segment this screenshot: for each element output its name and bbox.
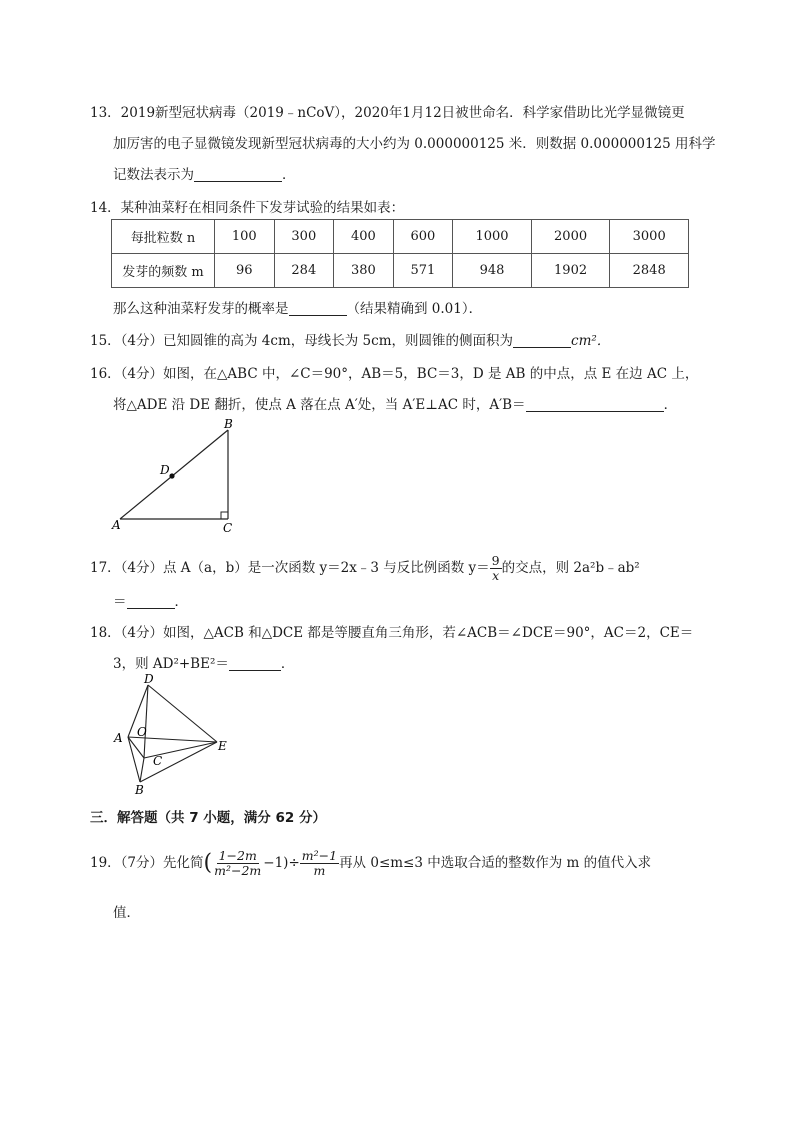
label-c: C [223, 521, 233, 535]
label-o: O [137, 725, 147, 739]
table-row-label: 发芽的频数 m [112, 254, 215, 288]
q14-answer-blank[interactable] [289, 301, 347, 316]
table-cell: 2000 [531, 220, 610, 254]
q18-line1: 18．（4分）如图，△ACB 和△DCE 都是等腰直角三角形，若∠ACB＝∠DCE＝90°，AC＝2，CE＝ [90, 625, 694, 641]
q17-text: 17．（4分）点 A（a，b）是一次函数 y＝2x﹣3 与反比例函数 y＝ [90, 560, 490, 576]
q18-answer-blank[interactable] [229, 656, 281, 671]
segment-de [148, 685, 217, 742]
q16-line1: 16．（4分）如图，在△ABC 中，∠C＝90°，AB＝5，BC＝3，D 是 AB 的中点，点 E 在边 AC 上， [90, 366, 699, 382]
open-paren: ( [203, 850, 213, 876]
q17-frac-num: 9 [491, 552, 500, 568]
q13-line3-end: ． [282, 167, 296, 183]
point-d [169, 473, 174, 478]
q16-answer-blank[interactable] [526, 397, 664, 412]
germination-table [111, 219, 689, 288]
q17-line2 [113, 590, 188, 610]
table-row-label: 每批粒数 n [112, 220, 215, 254]
q19-f1-num: 1−2m [218, 847, 257, 863]
q16-line2 [113, 393, 677, 413]
label-a: A [112, 518, 121, 532]
table-cell: 1000 [453, 220, 532, 254]
right-angle-mark [221, 512, 228, 519]
q18-line2 [113, 652, 294, 672]
q17-frac-den: x [492, 568, 500, 583]
table-row [112, 220, 689, 254]
q19-text-b: 再从 0≤m≤3 中选取合适的整数作为 m 的值代入求 [339, 855, 652, 871]
label-b: B [135, 783, 144, 797]
section-3-heading: 三．解答题（共 7 小题，满分 62 分） [90, 810, 326, 826]
q17-line1 [90, 548, 640, 588]
segment-cb [140, 758, 144, 782]
table-cell: 300 [274, 220, 334, 254]
q13-answer-blank[interactable] [194, 167, 282, 182]
q14-after-text: 那么这种油菜籽发芽的概率是 [113, 301, 289, 317]
q18-line2-end: ． [280, 656, 295, 672]
q19-fraction-2 [300, 849, 339, 879]
segment-ab [128, 737, 140, 782]
table-cell: 600 [393, 220, 453, 254]
q19-f2-den: m [313, 863, 326, 878]
q14-after [113, 297, 482, 317]
q18-line2-text: 3，则 AD²+BE²＝ [113, 656, 229, 672]
q19-line1 [90, 841, 651, 886]
q13-line1: 13．2019新型冠状病毒（2019﹣nCoV），2020年1月12日被世命名．科学家借助比光学显微镜更 [90, 105, 685, 121]
table-cell: 2848 [610, 254, 689, 288]
q19-f2-num: m²−1 [301, 847, 338, 863]
q15-answer-blank[interactable] [513, 333, 571, 348]
label-d: D [160, 463, 170, 477]
table-cell: 1902 [531, 254, 610, 288]
q19-text: 19．（7分）先化简 [90, 855, 204, 871]
q14-stem: 14．某种油菜籽在相同条件下发芽试验的结果如表： [90, 200, 405, 216]
segment-be [140, 742, 217, 782]
q19-f1-den: m²−2m [214, 863, 262, 878]
table-cell: 3000 [610, 220, 689, 254]
table-cell: 100 [215, 220, 275, 254]
label-d: D [144, 672, 154, 686]
table-row [112, 254, 689, 288]
q18-figure [108, 672, 238, 797]
q14-after-note: （结果精确到 0.01）． [346, 301, 483, 317]
q15-text: 15．（4分）已知圆锥的高为 4cm，母线长为 5cm，则圆锥的侧面积为 [90, 333, 514, 349]
segment-dc [144, 685, 148, 758]
q17-line2-end: ． [174, 594, 188, 610]
q17-line2-text: ＝ [113, 594, 127, 610]
label-b: B [224, 417, 233, 431]
q16-line2-end: ． [663, 397, 678, 413]
table-cell: 284 [274, 254, 334, 288]
q15-unit: cm²． [571, 333, 611, 349]
table-cell: 571 [393, 254, 453, 288]
q17-fraction [490, 554, 502, 584]
table-cell: 948 [453, 254, 532, 288]
q15-line [90, 329, 610, 349]
q16-figure [108, 416, 238, 536]
q17-text-b: 的交点，则 2a²b﹣ab² [501, 560, 640, 576]
q19-line2: 值． [113, 905, 140, 921]
label-e: E [218, 739, 227, 753]
q13-line3 [113, 163, 296, 183]
q19-minus-one: −1)÷ [263, 855, 300, 871]
q16-line2-text: 将△ADE 沿 DE 翻折，使点 A 落在点 A′处，当 A′E⊥AC 时，A′B＝ [113, 397, 526, 413]
label-c: C [153, 754, 163, 768]
label-a: A [114, 731, 123, 745]
q19-fraction-1 [212, 849, 263, 879]
q13-line2: 加厉害的电子显微镜发现新型冠状病毒的大小约为 0.000000125 米．则数据 0.000000125 用科学 [113, 136, 716, 152]
table-cell: 380 [334, 254, 394, 288]
table-cell: 400 [334, 220, 394, 254]
q17-answer-blank[interactable] [127, 594, 175, 609]
table-cell: 96 [215, 254, 275, 288]
q13-line3-text: 记数法表示为 [113, 167, 194, 183]
